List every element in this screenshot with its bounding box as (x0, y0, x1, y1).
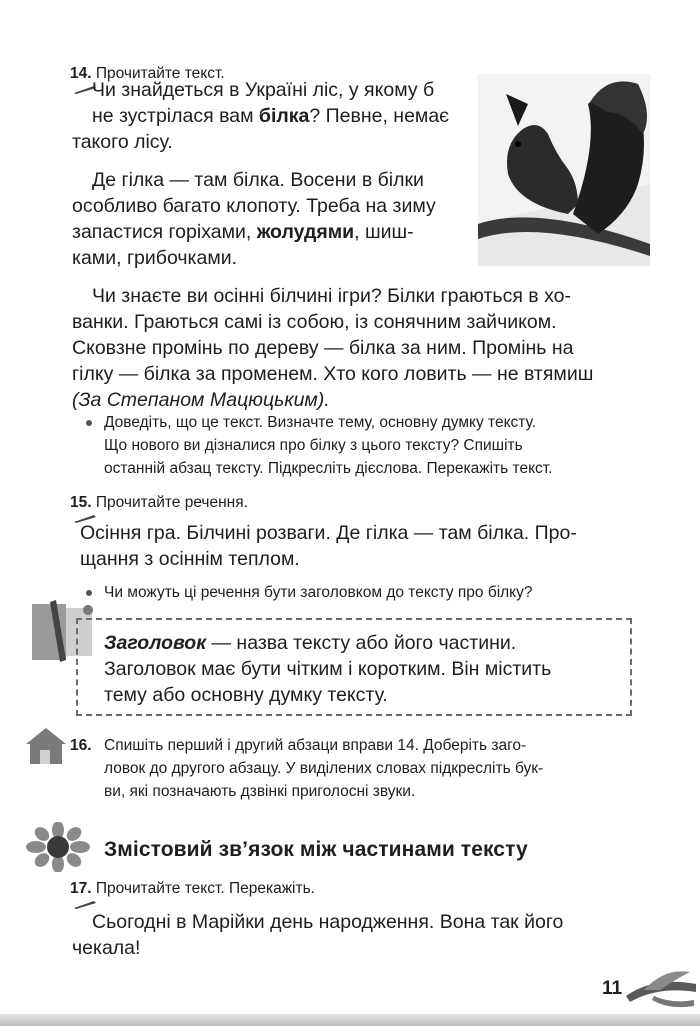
page-number: 11 (602, 978, 623, 999)
bullet-icon (86, 420, 92, 426)
sunflower-icon (26, 822, 90, 872)
text-line: Доведіть, що це текст. Визначте тему, основну думку тексту. (104, 414, 537, 431)
text-line: Що нового ви дізналися про білку з цього тексту? Спишіть (104, 437, 523, 454)
ex15-header (70, 491, 248, 514)
text-line: Чи знаєте ви осінні білчині ігри? Білки граються в хо- (92, 285, 571, 307)
ex15-instruction: Прочитайте речення. (95, 494, 248, 511)
ex14-paragraph-1 (72, 77, 450, 155)
text-line: запастися горіхами, жолудями, шиш- (72, 221, 414, 243)
text-line: ванки. Граються самі із собою, із сонячним зайчиком. (72, 311, 557, 333)
ex16-number: 16. (70, 737, 92, 754)
bullet-icon (86, 590, 92, 596)
section-heading: Змістовий зв’язок між частинами тексту (104, 838, 528, 861)
text-line: Сьогодні в Марійки день народження. Вона так його (92, 911, 564, 933)
ex17-text (72, 909, 563, 961)
squirrel-photo (478, 74, 650, 266)
text-line: особливо багато клопоту. Треба на зиму (72, 195, 436, 217)
page-bottom-bar (0, 1014, 700, 1026)
ex14-number: 14. (70, 65, 92, 82)
text-line: тему або основну думку тексту. (104, 684, 388, 706)
ex16-text (104, 734, 543, 803)
ex17-number: 17. (70, 880, 92, 897)
bold-word: жолудями (256, 221, 355, 243)
text-line: Осіння гра. Білчині розваги. Де гілка — там білка. Про- (80, 522, 577, 544)
ex14-task (104, 411, 552, 480)
text-line: не зустрілася вам білка? Певне, немає (92, 105, 450, 127)
ex15-number: 15. (70, 494, 92, 511)
ex15-question: Чи можуть ці речення бути заголовком до тексту про білку? (104, 584, 533, 601)
text-line: такого лісу. (72, 131, 173, 153)
text-line: останній абзац тексту. Підкресліть дієслова. Перекажіть текст. (104, 460, 553, 477)
ex17-header (70, 877, 315, 900)
text-line: гілку — білка за променем. Хто кого ловить — не втямиш (72, 363, 594, 385)
rule-term: Заголовок (104, 632, 207, 654)
page-corner-ornament-icon (624, 966, 698, 1012)
text-line: Де гілка — там білка. Восени в білки (92, 169, 424, 191)
text-line: ви, які позначають дзвінкі приголосні звуки. (104, 783, 416, 800)
text-line: Сковзне промінь по дереву — білка за ним. Промінь на (72, 337, 574, 359)
ex16 (70, 734, 543, 803)
ex14-paragraph-2 (72, 167, 436, 271)
text-line: Спишіть перший і другий абзаци вправи 14. Доберіть заго- (104, 737, 527, 754)
pen-icon (72, 899, 98, 909)
source-attribution: (За Степаном Мацюцьким). (72, 389, 330, 411)
ex15-text (80, 520, 577, 572)
text-line: ловок до другого абзацу. У виділених словах підкресліть бук- (104, 760, 544, 777)
ex14-paragraph-3 (72, 283, 593, 413)
text-line: щання з осіннім теплом. (80, 548, 300, 570)
text-line: Чи знайдеться в Україні ліс, у якому б (92, 79, 435, 101)
text-line: чекала! (72, 937, 141, 959)
text-line: ками, грибочками. (72, 247, 238, 269)
ex17-instruction: Прочитайте текст. Перекажіть. (95, 880, 315, 897)
rule-text (104, 630, 551, 708)
text-line: Заголовок має бути чітким і коротким. Він містить (104, 658, 552, 680)
bold-word: білка (258, 105, 310, 127)
text-line: Заголовок — назва тексту або його частини. (104, 632, 517, 654)
homework-house-icon (22, 724, 70, 768)
ex14-instruction: Прочитайте текст. (95, 65, 225, 82)
